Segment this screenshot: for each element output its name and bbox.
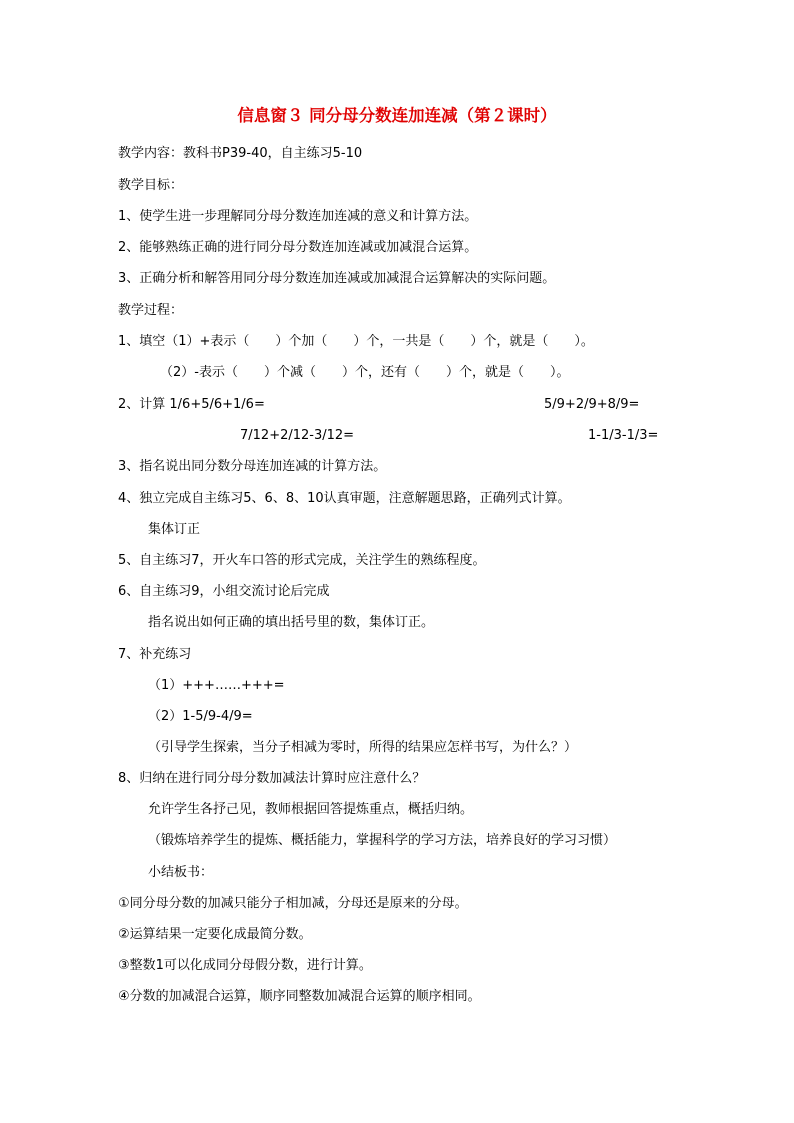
step-6-note: 指名说出如何正确的填出括号里的数，集体订正。: [148, 615, 435, 630]
calc-expression: 1-1/3-1/3=: [588, 428, 659, 443]
summary-item: ②运算结果一定要化成最简分数。: [118, 927, 312, 942]
objective-item: 2、能够熟练正确的进行同分母分数连加连减或加减混合运算。: [118, 240, 478, 255]
page-title: 信息窗３ 同分母分数连加连减（第２课时）: [237, 106, 557, 125]
step-4-note: 集体订正: [148, 522, 201, 537]
summary-item: ③整数1可以化成同分母假分数，进行计算。: [118, 958, 372, 973]
summary-heading: 小结板书：: [148, 865, 214, 880]
step-7-a: （1）+++……+++=: [148, 678, 285, 693]
teaching-content: 教学内容：教科书P39-40，自主练习5-10: [118, 146, 363, 161]
step-8-note-1: 允许学生各抒己见，教师根据回答提炼重点，概括归纳。: [148, 802, 474, 817]
step-3: 3、指名说出同分数分母连加连减的计算方法。: [118, 459, 387, 474]
summary-item: ①同分母分数的加减只能分子相加减，分母还是原来的分母。: [118, 896, 468, 911]
step-7-note: （引导学生探索，当分子相减为零时，所得的结果应怎样书写，为什么？）: [148, 740, 578, 755]
fill-blank-2: （2）-表示（ ）个减（ ）个，还有（ ）个，就是（ ）。: [160, 365, 570, 380]
calc-expression: 7/12+2/12-3/12=: [240, 428, 355, 443]
step-8-note-2: （锻炼培养学生的提炼、概括能力，掌握科学的学习方法，培养良好的学习习惯）: [148, 833, 617, 848]
objectives-heading: 教学目标：: [118, 178, 184, 193]
step-7-b: （2）1-5/9-4/9=: [148, 709, 253, 724]
step-5: 5、自主练习7，开火车口答的形式完成，关注学生的熟练程度。: [118, 553, 486, 568]
objective-item: 3、正确分析和解答用同分母分数连加连减或加减混合运算解决的实际问题。: [118, 271, 556, 286]
calc-line: 2、计算 1/6+5/6+1/6=: [118, 397, 265, 412]
step-6: 6、自主练习9，小组交流讨论后完成: [118, 584, 330, 599]
step-8: 8、归纳在进行同分母分数加减法计算时应注意什么？: [118, 771, 426, 786]
objective-item: 1、使学生进一步理解同分母分数连加连减的意义和计算方法。: [118, 209, 478, 224]
fill-blank-1: 1、填空（1）+表示（ ）个加（ ）个，一共是（ ）个，就是（ ）。: [118, 334, 594, 349]
step-4: 4、独立完成自主练习5、6、8、10认真审题，注意解题思路，正确列式计算。: [118, 491, 571, 506]
process-heading: 教学过程：: [118, 303, 184, 318]
summary-item: ④分数的加减混合运算，顺序同整数加减混合运算的顺序相同。: [118, 989, 481, 1004]
calc-expression: 5/9+2/9+8/9=: [544, 397, 640, 412]
step-7: 7、补充练习: [118, 647, 192, 662]
